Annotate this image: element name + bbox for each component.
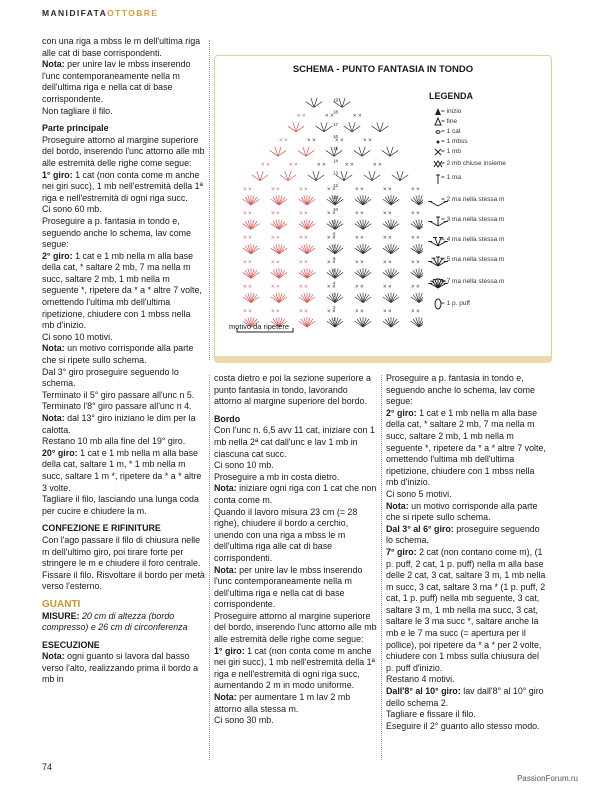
paragraph-text: iniziare ogni riga con 1 cat che non conta come m. [214, 483, 377, 505]
paragraph-text: Dal 3° giro proseguire seguendo lo schema. [42, 366, 179, 389]
svg-text:× ×: × × [353, 113, 362, 120]
legend-item: = 2 ma nella stessa m [441, 196, 505, 203]
paragraph [386, 709, 548, 721]
paragraph-text: Restano 4 motivi. [386, 674, 455, 685]
paragraph-text: Terminato l'8° giro passare all'unc n 4. [42, 401, 192, 412]
svg-text:× ×: × × [289, 162, 298, 169]
row-number: 18 [333, 109, 339, 115]
svg-text:× ×: × × [299, 284, 308, 291]
paragraph [42, 611, 205, 634]
paragraph-text: Ci sono 10 motivi. [42, 331, 113, 342]
svg-text:× ×: × × [411, 235, 420, 242]
paragraph-text: 1 cat e 1 mb nella m alla base della cat, * saltare 2 mb, 7 ma nella m succ, saltare 2 mb, 1 mb nella m seguente *, ripetere da * a * altre 7 volte, omettendo l'ultima mb dell'ultima ripetizione, chiudere con 1 mbss nella mb d'inizio. [42, 250, 202, 331]
svg-text:× ×: × × [271, 308, 280, 315]
legend-item: = 2 mb chiuse insieme [441, 160, 506, 167]
legend-item: = 1 p. puff [441, 300, 470, 307]
legend-title: LEGENDA [429, 91, 474, 101]
legend-item: = 1 cat [441, 128, 461, 135]
legend-symbol [436, 175, 440, 184]
svg-text:× ×: × × [243, 235, 252, 242]
svg-text:× ×: × × [307, 138, 316, 144]
legend-item: = inizio [441, 108, 462, 115]
legend-item: = 3 ma nella stessa m [441, 216, 505, 223]
svg-text:× ×: × × [345, 162, 354, 169]
paragraph [386, 489, 548, 501]
svg-text:× ×: × × [243, 284, 252, 291]
paragraph [386, 408, 548, 489]
column-divider [209, 375, 210, 760]
paragraph [42, 135, 205, 170]
section-heading: CONFEZIONE E RIFINITURE [42, 523, 161, 534]
chart-row [279, 138, 372, 144]
chart-row [297, 114, 362, 120]
paragraph [42, 216, 205, 251]
svg-text:× ×: × × [297, 113, 306, 120]
paragraph-text: 1 cat e 1 mb nella m alla base della cat, saltare 1 m, * 1 mb nella m succ, saltare 1 m *, ripetere da * a * altre 3 volte. [42, 447, 202, 493]
paragraph-text: un motivo corrisponde alla parte che si ripete sullo schema. [386, 500, 538, 523]
bold-label: Nota: [214, 692, 237, 703]
section-heading: GUANTI [42, 598, 81, 610]
row-number: 10 [333, 207, 339, 213]
svg-text:× ×: × × [363, 138, 372, 144]
bold-label: Nota: [42, 343, 65, 354]
svg-text:× ×: × × [327, 308, 336, 315]
row-number: 17 [333, 121, 339, 127]
paragraph-text: 1 cat e 1 mb nella m alla base della cat, * saltare 2 mb, 7 ma nella m succ, saltare 2 mb, 1 mb nella m seguente *, ripetere da * a * altre 7 volte, omettendo l'ultima mb dell'ultima ripetizione, chiudere con 1 mbss nella mb d'inizio. [386, 407, 546, 488]
bold-label: 7° giro: [386, 546, 417, 557]
paragraph-text: Proseguire a mb in costa dietro. [214, 471, 340, 482]
svg-text:× ×: × × [383, 186, 392, 193]
row-number: 7 [333, 243, 336, 249]
paragraph [42, 494, 205, 517]
row-number: 3 [333, 292, 336, 298]
paragraph-text: dal 13° giro iniziano le dim per la calotta. [42, 413, 196, 435]
legend-item: = 5 ma nella stessa m [441, 256, 505, 263]
paragraph [214, 715, 377, 727]
svg-text:× ×: × × [411, 260, 420, 266]
svg-text:× ×: × × [355, 235, 364, 242]
paragraph [214, 460, 377, 472]
legend-symbol [436, 131, 440, 134]
row-number: 8 [333, 231, 336, 237]
paragraph-text: Quando il lavoro misura 23 cm (= 28 righe), chiudere il bordo a cerchio, unendo con una riga a mbss le m dell'ultima riga alle cat di base corrispondenti. [214, 506, 358, 563]
svg-text:× ×: × × [317, 162, 326, 169]
paragraph [386, 721, 548, 733]
row-number: 2 [333, 304, 336, 310]
page-number: 74 [42, 762, 53, 772]
svg-text:× ×: × × [299, 235, 308, 242]
issue-label: OTTOBRE [107, 8, 159, 18]
paragraph [214, 646, 377, 692]
svg-text:× ×: × × [261, 162, 270, 169]
svg-text:× ×: × × [271, 284, 280, 291]
bold-label: Nota: [214, 564, 237, 575]
paragraph [42, 204, 205, 216]
paragraph [386, 674, 548, 686]
chart-row [243, 236, 420, 242]
bold-label: Nota: [42, 651, 65, 662]
chart-row [243, 260, 420, 266]
paragraph [42, 448, 205, 494]
paragraph [42, 367, 205, 390]
paragraph-text: per unire lav le mbss inserendo l'unc contemporaneamente nella m dell'ultima riga e nella cat di base corrispondente. [214, 564, 363, 610]
svg-text:× ×: × × [327, 260, 336, 266]
paragraph-text: un motivo corrisponde alla parte che si ripete sullo schema. [42, 343, 194, 366]
paragraph [214, 483, 377, 506]
paragraph [386, 547, 548, 675]
row-number: 13 [333, 170, 339, 176]
svg-text:× ×: × × [325, 113, 334, 120]
svg-text:× ×: × × [383, 284, 392, 291]
paragraph [214, 692, 377, 715]
svg-text:× ×: × × [335, 138, 344, 144]
paragraph [386, 373, 548, 408]
svg-text:× ×: × × [383, 308, 392, 315]
svg-text:× ×: × × [299, 260, 308, 266]
column-3 [386, 373, 548, 732]
legend-item: = 1 mb [441, 148, 462, 155]
section-heading: ESECUZIONE [42, 639, 100, 650]
svg-text:× ×: × × [355, 284, 364, 291]
chart-row [243, 187, 420, 193]
paragraph [42, 332, 205, 344]
paragraph [214, 507, 377, 565]
paragraph-text: costa dietro e poi la sezione superiore a punto fantasia in tondo, lavorando attorno al margine superiore del bordo. [214, 373, 371, 407]
paragraph [214, 611, 377, 646]
paragraph-text: Con l'ago passare il filo di chiusura nelle m dell'ultimo giro, poi tirare forte per stringere le m e chiudere il foro centrale. Fissare il filo. Risvoltare il bordo per metà verso l'esterno. [42, 534, 205, 592]
svg-text:× ×: × × [327, 284, 336, 291]
paragraph-text: Ci sono 5 motivi. [386, 488, 452, 499]
svg-text:× ×: × × [243, 308, 252, 315]
paragraph [386, 524, 548, 547]
svg-text:× ×: × × [355, 308, 364, 315]
paragraph-text: Con l'unc n. 6,5 avv 11 cat, iniziare con 1 mb nella 2ª cat dall'unc e lav 1 mb in ciascuna cat succ. [214, 425, 375, 459]
paragraph [42, 343, 205, 366]
svg-text:× ×: × × [411, 308, 420, 315]
bold-label: 1° giro: [214, 645, 245, 656]
svg-text:× ×: × × [355, 260, 364, 266]
row-number: 6 [333, 256, 336, 261]
bold-label: Dal 3° al 6° giro: [386, 523, 454, 534]
paragraph-text: Eseguire il 2° guanto allo stesso modo. [386, 720, 540, 731]
row-number: 12 [333, 182, 339, 188]
svg-text:× ×: × × [355, 211, 364, 218]
svg-text:× ×: × × [299, 211, 308, 218]
svg-text:× ×: × × [271, 211, 280, 218]
bold-label: Nota: [386, 500, 409, 511]
paragraph-text: Restano 10 mb alla fine del 19° giro. [42, 436, 186, 447]
svg-text:× ×: × × [271, 260, 280, 266]
bold-label: MISURE: [42, 610, 80, 621]
legend-item: = 1 ma [441, 174, 462, 181]
diagram-panel [214, 55, 552, 363]
svg-text:× ×: × × [279, 138, 288, 144]
paragraph [42, 390, 205, 402]
paragraph [42, 535, 205, 593]
paragraph [214, 425, 377, 460]
paragraph-text: ogni guanto si lavora dal basso verso l'alto, realizzando prima il bordo a mb in [42, 651, 199, 685]
svg-text:× ×: × × [383, 211, 392, 218]
chart-row [252, 171, 408, 180]
bold-label: 20° giro: [42, 447, 78, 458]
brand-label: MANIDIFATA [42, 8, 108, 18]
paragraph-text: Non tagliare il filo. [42, 105, 113, 116]
paragraph-text: Tagliare e fissare il filo. [386, 709, 476, 720]
paragraph-text: proseguire seguendo lo schema. [386, 523, 540, 546]
column-divider [381, 375, 382, 760]
row-number: 15 [333, 146, 339, 152]
paragraph [42, 251, 205, 332]
bold-label: 2° giro: [42, 250, 73, 261]
repeat-caption: motivo da ripetere [229, 322, 290, 331]
row-number: 19 [333, 97, 339, 103]
column-divider [209, 40, 210, 360]
watermark: PassionForum.ru [517, 774, 578, 783]
svg-text:× ×: × × [383, 260, 392, 266]
column-2 [214, 373, 377, 727]
paragraph [42, 170, 205, 205]
bold-label: Nota: [42, 59, 65, 70]
paragraph-text: Proseguire attorno al margine superiore del bordo, inserendo l'unc attorno alle mb alle estremità delle righe come segue: [214, 610, 377, 645]
paragraph [386, 501, 548, 524]
paragraph-text: Ci sono 30 mb. [214, 715, 274, 726]
row-number: 5 [333, 268, 336, 274]
section-heading: Parte principale [42, 123, 109, 134]
svg-text:× ×: × × [327, 186, 336, 193]
paragraph [214, 373, 377, 408]
svg-text:× ×: × × [411, 186, 420, 193]
paragraph [42, 436, 205, 448]
row-number: 16 [333, 134, 339, 139]
bold-label: Nota: [42, 413, 65, 423]
paragraph-text: Ci sono 60 mb. [42, 204, 102, 215]
row-number: 14 [333, 158, 339, 164]
paragraph-text: con una riga a mbss le m dell'ultima riga alle cat di base corrispondenti. [42, 36, 201, 58]
paragraph [42, 59, 205, 105]
legend-item: = 1 mbss [441, 138, 468, 145]
paragraph-text: lav dall'8° al 10° giro dello schema 2. [386, 686, 544, 708]
legend-item: = 7 ma nella stessa m [441, 278, 505, 285]
paragraph [42, 106, 205, 118]
svg-text:× ×: × × [299, 186, 308, 193]
bold-label: Nota: [214, 483, 237, 494]
paragraph [42, 36, 205, 59]
paragraph-text: Proseguire a p. fantasia in tondo e, seguendo anche lo schema, lav come segue: [386, 373, 535, 407]
running-header [42, 8, 158, 18]
paragraph-text: per unire lav le mbss inserendo l'unc contemporaneamente nella m dell'ultima riga e nella cat di base corrispondente. [42, 59, 191, 104]
diagram-title: SCHEMA - PUNTO FANTASIA IN TONDO [292, 64, 474, 75]
row-number: 1 [333, 317, 336, 322]
svg-text:× ×: × × [299, 308, 308, 315]
crochet-chart [223, 84, 423, 334]
chart-row [306, 98, 350, 107]
svg-text:× ×: × × [411, 211, 420, 218]
svg-text:× ×: × × [373, 162, 382, 169]
chart-row [261, 162, 382, 168]
row-number: 11 [333, 195, 338, 200]
paragraph [386, 686, 548, 709]
svg-text:× ×: × × [383, 235, 392, 242]
paragraph [42, 413, 205, 436]
row-number: 9 [333, 219, 336, 225]
bold-label: Dall'8° al 10° giro: [386, 686, 461, 697]
paragraph-text: Proseguire attorno al margine superiore del bordo, inserendo l'unc attorno alle mb alle estremità delle righe come segue: [42, 134, 205, 168]
svg-text:× ×: × × [327, 211, 336, 218]
row-number: 4 [333, 280, 336, 286]
legend-item: = 4 ma nella stessa m [441, 236, 505, 243]
svg-text:× ×: × × [411, 284, 420, 291]
section-heading: Bordo [214, 413, 241, 424]
paragraph-text: Ci sono 10 mb. [214, 460, 274, 471]
paragraph-text: 1 cat (non conta come m anche nei giri succ), 1 mb nell'estremità della 1ª riga e nell'estremità di ogni riga succ. [42, 169, 203, 203]
chart-row [243, 284, 420, 290]
chart-row [243, 211, 420, 217]
paragraph-text: 1 cat (non conta come m anche nei giri succ), 1 mb nell'estremità della 1ª riga e nell'estremità di ogni riga succ, aumentando 2 m in modo uniforme. [214, 645, 375, 691]
paragraph-text: 20 cm di altezza (bordo compresso) e 26 cm di circonferenza [42, 610, 188, 633]
bold-label: 1° giro: [42, 169, 73, 180]
legend-item: = fine [441, 118, 458, 125]
paragraph-text: Tagliare il filo, lasciando una lunga coda per cucire e chiudere la m. [42, 494, 199, 516]
paragraph [214, 565, 377, 611]
svg-text:× ×: × × [327, 235, 336, 242]
paragraph-text: Proseguire a p. fantasia in tondo e, seguendo anche lo schema, lav come segue: [42, 215, 191, 250]
paragraph [214, 472, 377, 484]
svg-text:× ×: × × [243, 186, 252, 193]
legend-symbol [437, 141, 440, 144]
svg-text:× ×: × × [271, 186, 280, 193]
paragraph [42, 651, 205, 686]
svg-text:× ×: × × [355, 186, 364, 193]
paragraph-text: per aumentare 1 m lav 2 mb attorno alla stessa m. [214, 692, 351, 714]
bold-label: 2° giro: [386, 407, 417, 418]
column-1 [42, 36, 205, 686]
paragraph [42, 401, 205, 413]
svg-text:× ×: × × [243, 260, 252, 266]
svg-text:× ×: × × [243, 211, 252, 218]
svg-text:× ×: × × [271, 235, 280, 242]
chart-row [243, 309, 420, 315]
paragraph-text: Terminato il 5° giro passare all'unc n 5. [42, 389, 195, 400]
paragraph-text: 2 cat (non contano come m), (1 p. puff, 2 cat, 1 p. puff) nella m alla base delle 2 cat, 3 cat, saltare 3 m, 1 mb nella m succ, 3 cat, saltare 3 ma * (1 p. puff, 2 cat, 1 p. puff) nella mb seguente, 3 cat, saltare 3 m, 1 mb nella ma succ, 3 cat, saltare le 3 ma succ *, saltare anche la mb e le 7 ma succ (= apertura per il pollice), poi ripetere da * a * per 2 volte, chiudere con 1 mbss sulla chiusura del p. puff d'inizio. [386, 546, 546, 673]
